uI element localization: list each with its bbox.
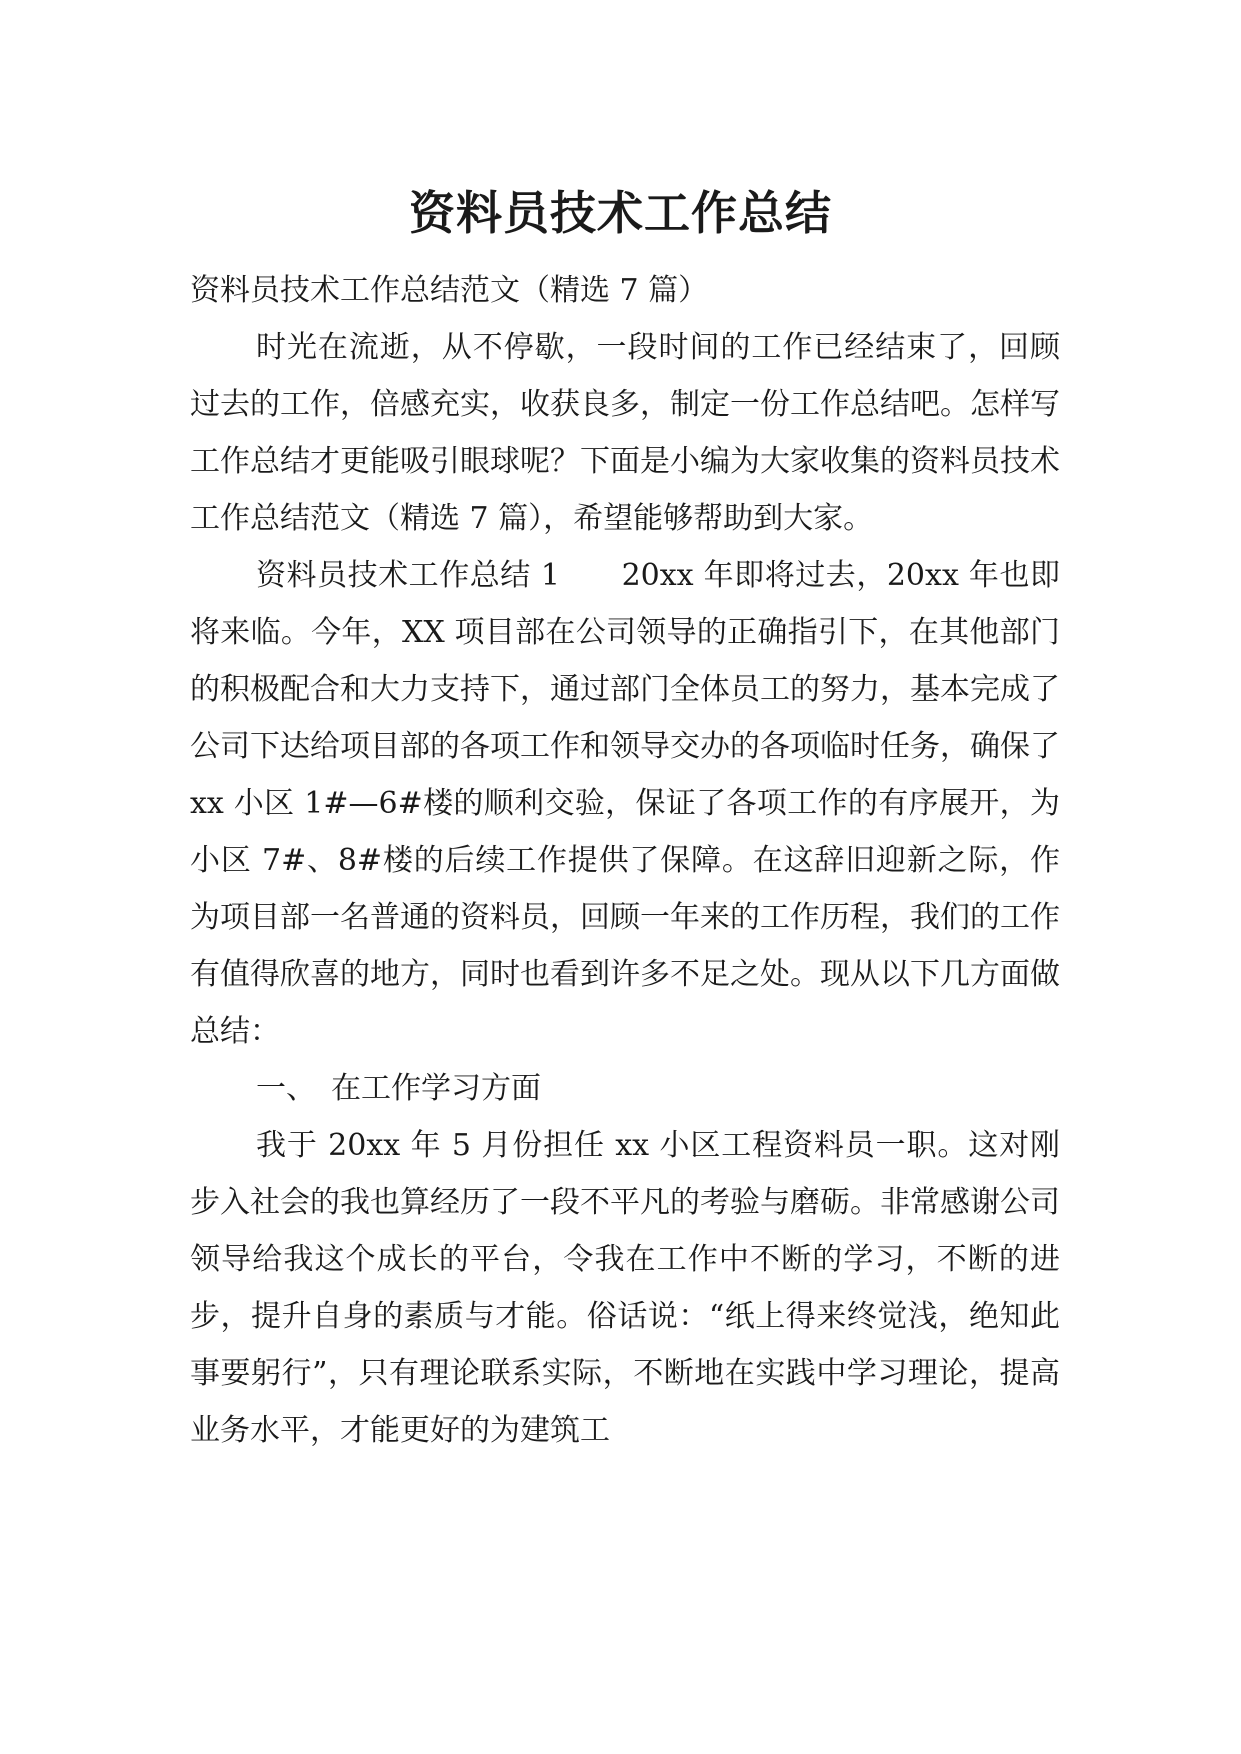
summary-1-paragraph: 资料员技术工作总结 1 20xx 年即将过去，20xx 年也即将来临。今年，XX 项目部在公司领导的正确指引下，在其他部门的积极配合和大力支持下，通过部门全体员工的努力，基本完成了公司下达给项目部的各项工作和领导交办的各项临时任务，确保了 xx 小区 1#—6#楼的顺利交验，保证了各项工作的有序展开，为小区 7#、8#楼的后续工作提供了保障。在这辞旧迎新之际，作为项目部一名普通的资料员，回顾一年来的工作历程，我们的工作有值得欣喜的地方，同时也看到许多不足之处。现从以下几方面做总结： bbox=[190, 558, 1060, 1049]
work-study-paragraph: 我于 20xx 年 5 月份担任 xx 小区工程资料员一职。这对刚步入社会的我也算经历了一段不平凡的考验与磨砺。非常感谢公司领导给我这个成长的平台，令我在工作中不断的学习，不断的进步，提升自身的素质与才能。俗话说：“纸上得来终觉浅，绝知此事要躬行”，只有理论联系实际，不断地在实践中学习理论，提高业务水平，才能更好的为建筑工 bbox=[190, 1128, 1060, 1448]
section-heading-work-study: 一、 在工作学习方面 bbox=[256, 1071, 541, 1106]
document-body bbox=[190, 262, 1060, 1459]
intro-paragraph: 时光在流逝，从不停歇，一段时间的工作已经结束了，回顾过去的工作，倍感充实，收获良多，制定一份工作总结吧。怎样写工作总结才更能吸引眼球呢？下面是小编为大家收集的资料员技术工作总结范文（精选 7 篇），希望能够帮助到大家。 bbox=[190, 330, 1060, 536]
subtitle-paragraph: 资料员技术工作总结范文（精选 7 篇） bbox=[190, 273, 709, 308]
document-title: 资料员技术工作总结 bbox=[409, 185, 832, 240]
